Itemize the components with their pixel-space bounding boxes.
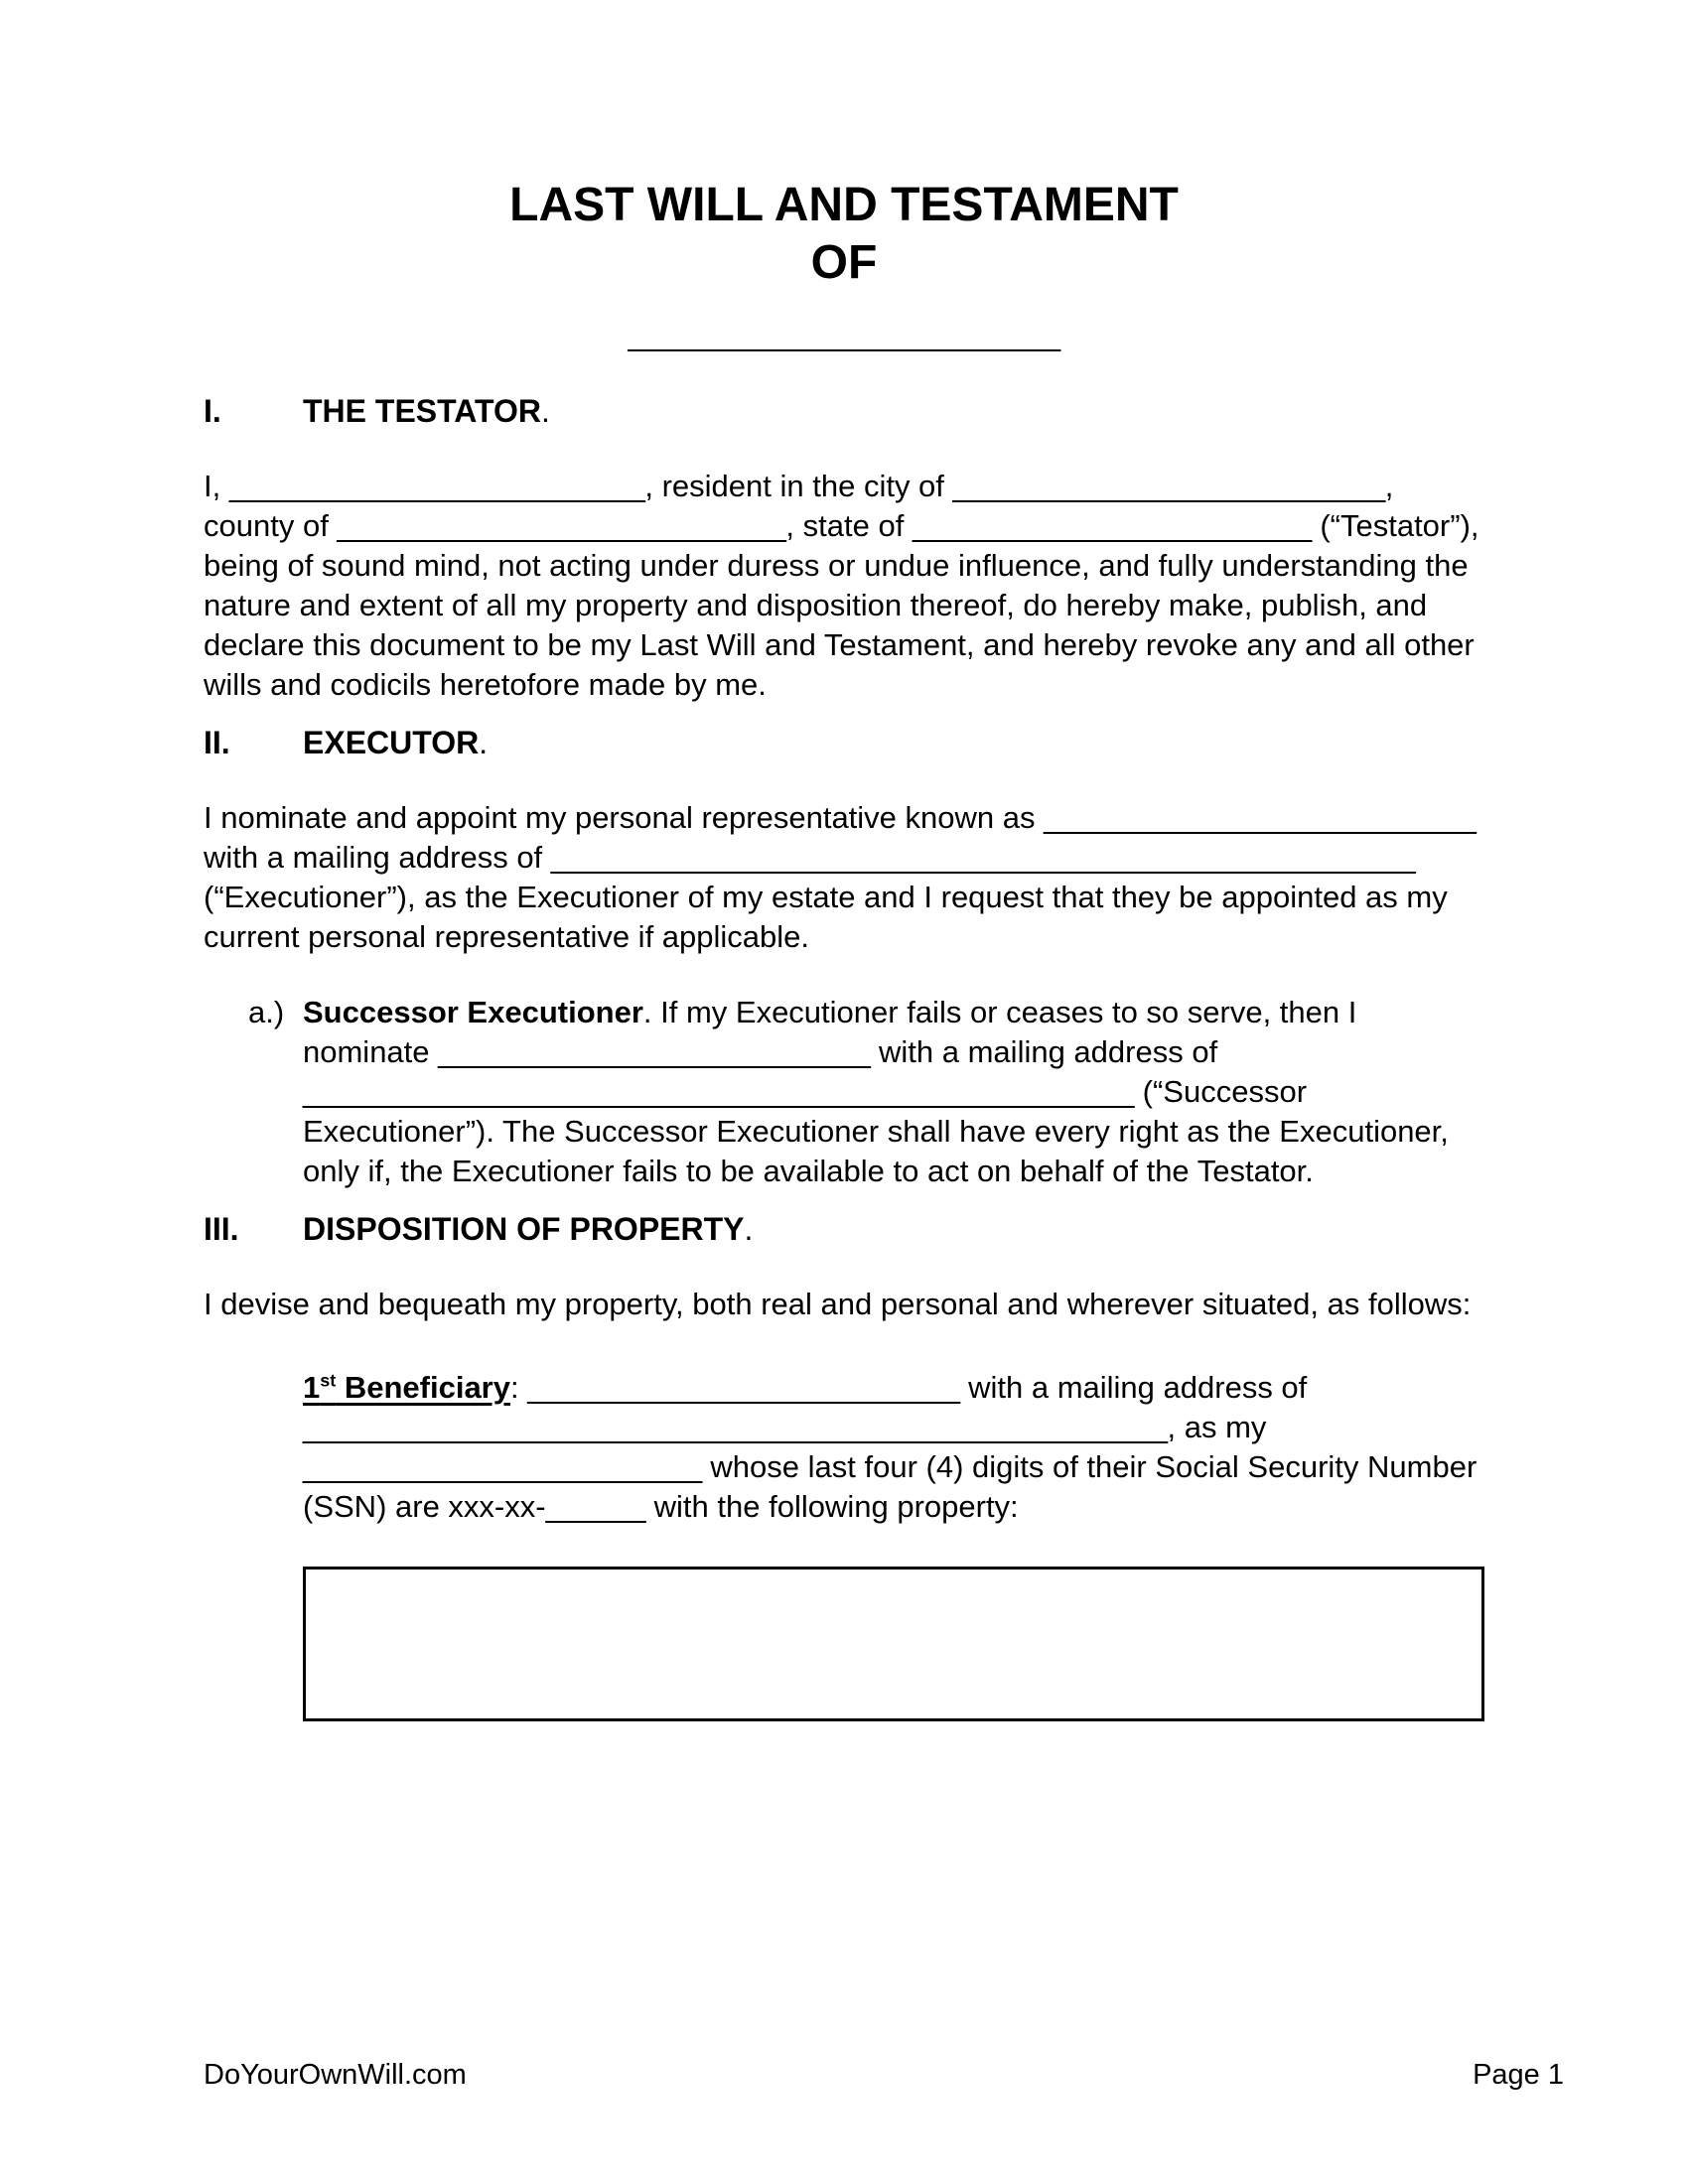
text-run: with a mailing address of — [959, 1370, 1308, 1405]
fill-in-blank[interactable]: __________________________ — [1044, 800, 1477, 835]
text-run: with a mailing address of — [870, 1034, 1218, 1069]
property-description-box[interactable] — [303, 1567, 1484, 1721]
fill-in-blank[interactable]: ____________________________________________________ — [303, 1410, 1168, 1444]
beneficiary-label-part: st — [320, 1370, 337, 1391]
text-run: . If my Executioner fails or ceases to so serve, then I nominate — [303, 995, 1357, 1069]
testator-paragraph — [204, 467, 1484, 705]
fill-in-blank[interactable]: ______ — [545, 1489, 646, 1524]
text-run: with the following property: — [645, 1489, 1019, 1524]
text-run: , resident in the city of — [644, 469, 953, 503]
successor-executioner-item — [248, 993, 1484, 1191]
section-heading-executor — [204, 723, 1484, 762]
text-run: (“Successor Executioner”). The Successor Executioner shall have every right as the Executioner, only if, the Executioner fails to be available to act on behalf of the Testator. — [303, 1074, 1449, 1188]
fill-in-blank[interactable]: __________________________ — [438, 1034, 871, 1069]
executor-paragraph — [204, 798, 1484, 957]
fill-in-blank[interactable]: __________________________ — [952, 469, 1385, 503]
page-footer — [204, 2057, 1564, 2093]
document-title — [204, 177, 1484, 292]
text-run: , county of — [204, 469, 1394, 543]
section-heading-disposition — [204, 1209, 1484, 1249]
testator-name-blank-row — [204, 316, 1484, 355]
section-title-period: . — [541, 393, 550, 429]
text-run: whose last four (4) digits of their Social Security Number (SSN) are xxx-xx- — [303, 1449, 1477, 1524]
fill-in-blank[interactable]: __________________________________________________ — [303, 1074, 1135, 1109]
list-item-marker: a.) — [248, 995, 285, 1029]
footer-page-number: Page 1 — [1473, 2059, 1564, 2091]
beneficiary-label — [303, 1370, 510, 1405]
section-heading-testator — [204, 391, 1484, 431]
fill-in-blank[interactable]: ________________________ — [912, 508, 1312, 543]
text-run: with a mailing address of — [204, 840, 551, 875]
document-title-line1: LAST WILL AND TESTAMENT — [509, 179, 1179, 231]
section-title: THE TESTATOR — [303, 393, 541, 429]
fill-in-blank[interactable]: __________________________ — [628, 318, 1060, 352]
footer-site: DoYourOwnWill.com — [204, 2059, 467, 2091]
text-run: I, — [204, 469, 229, 503]
section-title: EXECUTOR — [303, 725, 480, 760]
text-run: : — [510, 1370, 528, 1405]
text-run: (“Testator”), being of sound mind, not acting under duress or undue influence, and fully understanding the nature and extent of all my property and disposition thereof, do hereby make, publish, and declare this document to be my Last Will and Testament, and hereby revoke any and all other wills and codicils heretofore made by me. — [204, 508, 1479, 702]
fill-in-blank[interactable]: _________________________ — [228, 469, 645, 503]
section-numeral: II. — [204, 725, 230, 760]
section-numeral: I. — [204, 393, 221, 429]
fill-in-blank[interactable]: ____________________________________________________ — [550, 840, 1416, 875]
section-title-period: . — [479, 725, 489, 760]
beneficiary-1-paragraph — [303, 1368, 1484, 1527]
successor-executioner-paragraph — [303, 993, 1484, 1191]
text-run: , state of — [785, 508, 913, 543]
text-run: , as my — [1167, 1410, 1267, 1444]
fill-in-blank[interactable]: ___________________________ — [337, 508, 786, 543]
text-run: I nominate and appoint my personal representative known as — [204, 800, 1045, 835]
section-title-period: . — [744, 1211, 754, 1247]
text-run: I devise and bequeath my property, both real and personal and wherever situated, as follows: — [204, 1287, 1472, 1321]
document-title-line2: OF — [810, 236, 878, 289]
disposition-intro-paragraph — [204, 1285, 1484, 1324]
beneficiary-label-part: 1 — [303, 1370, 321, 1405]
section-title: DISPOSITION OF PROPERTY — [303, 1211, 745, 1247]
fill-in-blank[interactable]: ________________________ — [303, 1449, 702, 1484]
section-numeral: III. — [204, 1211, 239, 1247]
beneficiary-label-part: Beneficiary — [336, 1370, 510, 1405]
text-run-bold: Successor Executioner — [303, 995, 643, 1029]
text-run: (“Executioner”), as the Executioner of my estate and I request that they be appointed as my current personal representative if applicable. — [204, 880, 1448, 954]
fill-in-blank[interactable]: __________________________ — [527, 1370, 960, 1405]
